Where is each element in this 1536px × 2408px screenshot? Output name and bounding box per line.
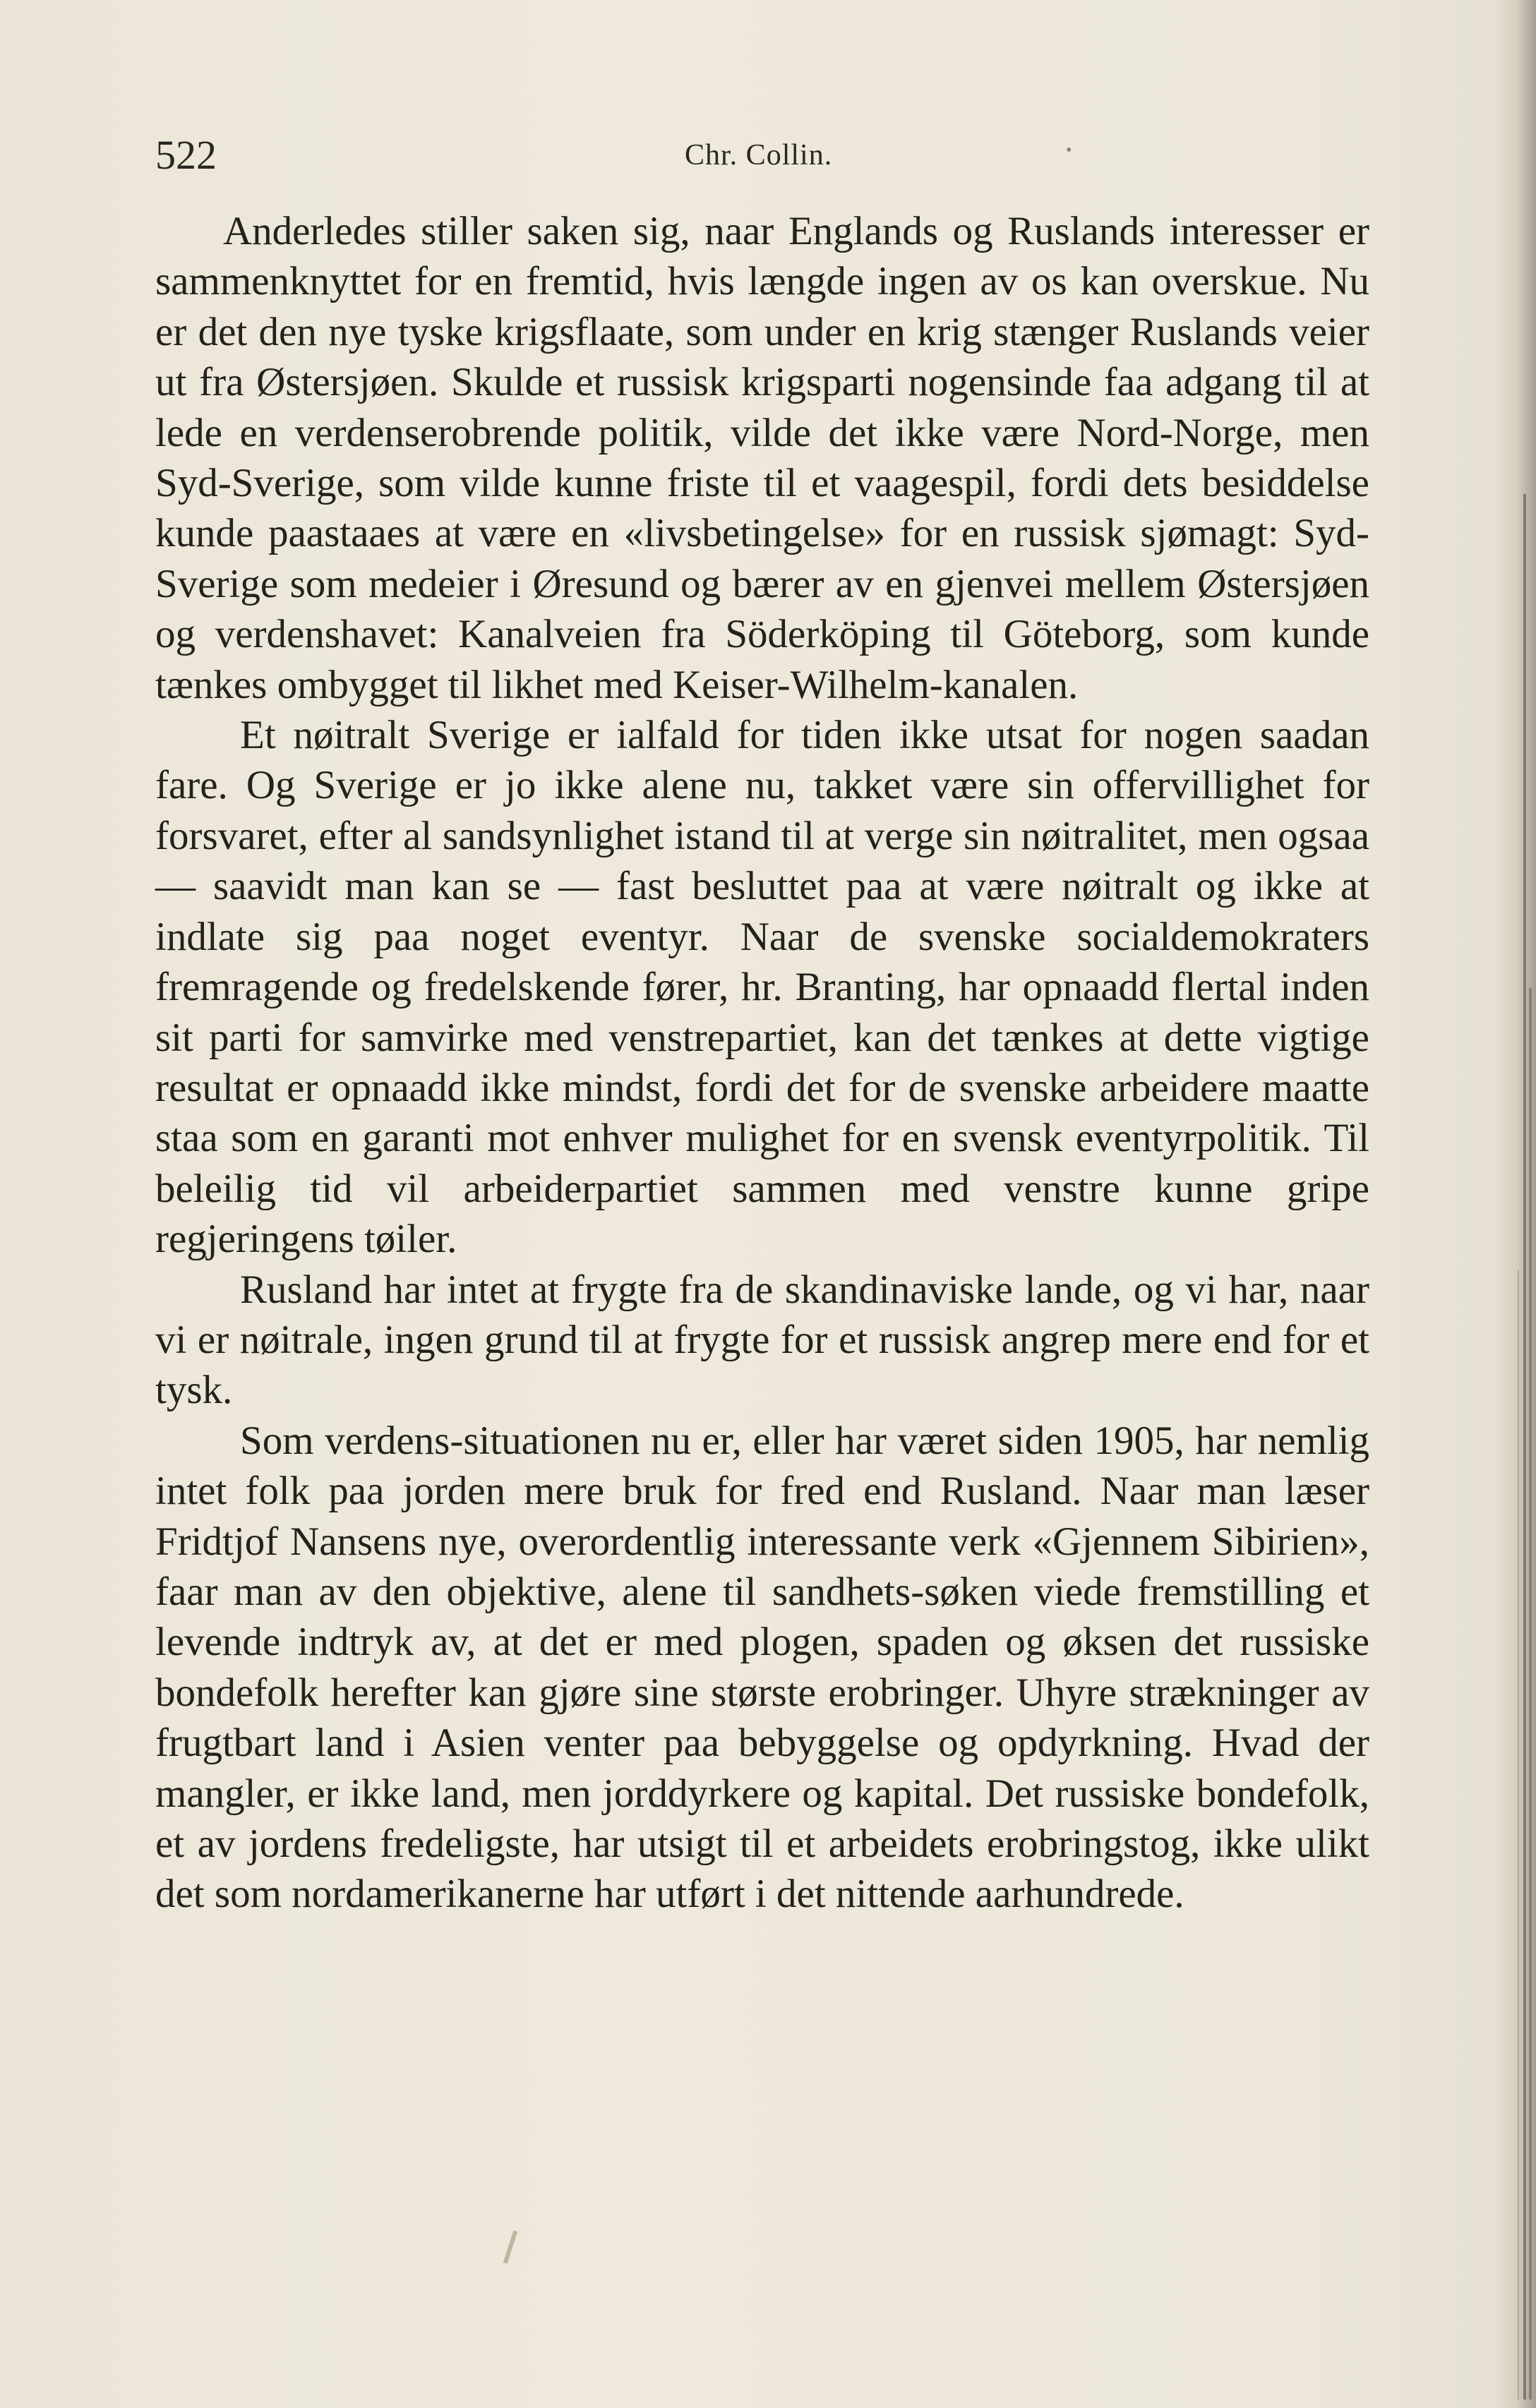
- paragraph: Et nøitralt Sverige er ialfald for tiden ikke utsat for nogen saadan fare. Og Sverige er jo ikke alene nu, takket være sin offervillighet for forsvaret, efter al sandsynlighet istand til at verge sin nøitralitet, men ogsaa — saavidt man kan se — fast besluttet paa at være nøitralt og ikke at indlate sig paa noget eventyr. Naar de svenske socialdemokraters fremragende og fredelskende fører, hr. Branting, har opnaadd flertal inden sit parti for samvirke med venstrepartiet, kan det tænkes at dette vigtige resultat er opnaadd ikke mindst, fordi det for de svenske arbeidere maatte staa som en garanti mot enhver mulighet for en svensk eventyrpolitik. Til beleilig tid vil arbeiderpartiet sammen med venstre kunne gripe regjeringens tøiler.: [155, 713, 1369, 1262]
- paragraph: Som verdens-situationen nu er, eller har været siden 1905, har nemlig intet folk paa jorden mere bruk for fred end Rusland. Naar man læser Fridtjof Nansens nye, overordentlig interessante verk «Gjennem Sibirien», faar man av den objektive, alene til sandhets-søken viede fremstilling et levende indtryk av, at det er med plogen, spaden og øksen det russiske bondefolk herefter kan gjøre sine største erobringer. Uhyre strækninger av frugtbart land i Asien venter paa bebyggelse og opdyrkning. Hvad der mangler, er ikke land, men jorddyrkere og kapital. Det russiske bondefolk, et av jordens fredeligste, har utsigt til et arbeidets erobringstog, ikke ulikt det som nordamerikanerne har utført i det nittende aarhundrede.: [155, 1418, 1369, 1917]
- page-header: [155, 127, 1369, 183]
- page-edge-line: [1523, 494, 1526, 2400]
- paragraph: Anderledes stiller saken sig, naar Englands og Ruslands interesser er sammenknyttet for en fremtid, hvis længde ingen av os kan overskue. Nu er det den nye tyske krigsflaate, som under en krig stænger Ruslands veier ut fra Østersjøen. Skulde et russisk krigsparti nogensinde faa adgang til at lede en verdenserobrende politik, vilde det ikke være Nord-Norge, men Syd-Sverige, som vilde kunne friste til et vaagespil, fordi dets besiddelse kunde paastaaes at være en «livsbetingelse» for en russisk sjømagt: Syd-Sverige som medeier i Øresund og bærer av en gjenvei mellem Østersjøen og verdenshavet: Kanalveien fra Söderköping til Göteborg, som kunde tænkes ombygget til likhet med Keiser-Wilhelm-kanalen.: [155, 209, 1369, 707]
- page-edge-line: [1529, 988, 1532, 2400]
- stray-pencil-mark: [503, 2230, 518, 2264]
- body-text: [155, 206, 1369, 1920]
- paragraph: Rusland har intet at frygte fra de skandinaviske lande, og vi har, naar vi er nøitrale, ingen grund til at frygte for et russisk angrep mere end for et tysk.: [155, 1267, 1369, 1413]
- ink-speck: •: [1066, 141, 1072, 159]
- running-head: Chr. Collin.: [685, 139, 833, 171]
- page-edge-line: [1518, 1270, 1519, 2400]
- page-number: 522: [155, 132, 217, 178]
